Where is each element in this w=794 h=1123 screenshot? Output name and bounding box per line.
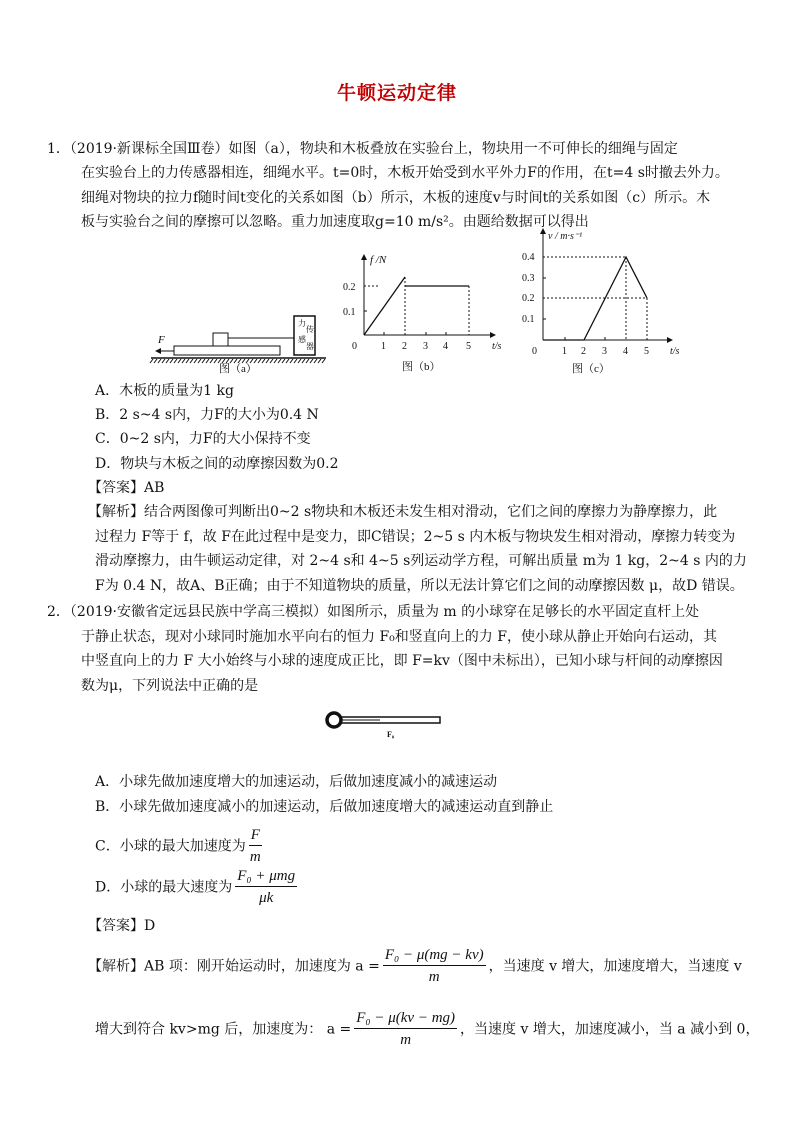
x-tick-label: 1 bbox=[562, 346, 567, 357]
ground-hatch bbox=[298, 359, 301, 363]
ground-hatch bbox=[158, 359, 161, 363]
q2-stem-line: 数为μ，下列说法中正确的是 bbox=[81, 678, 259, 694]
ground-hatch bbox=[266, 359, 269, 363]
x-tick-label: 1 bbox=[381, 341, 386, 352]
ground-hatch bbox=[318, 359, 321, 363]
figure-b-caption: 图（b） bbox=[402, 361, 441, 373]
x-tick-label: 3 bbox=[423, 341, 428, 352]
q2-option-c bbox=[95, 827, 265, 866]
ground-hatch bbox=[214, 359, 217, 363]
x-tick-label: 3 bbox=[602, 346, 607, 357]
ground-hatch bbox=[294, 359, 297, 363]
board bbox=[174, 346, 280, 355]
y-axis-label: v / m·s⁻¹ bbox=[548, 231, 583, 242]
q2-stem-line: 于静止状态，现对小球同时施加水平向右的恒力 F₀和竖直向上的力 F，使小球从静止开始向右运动，其 bbox=[81, 629, 717, 645]
ground-hatch bbox=[286, 359, 289, 363]
x-tick-label: 5 bbox=[466, 341, 471, 352]
ground-hatch bbox=[178, 359, 181, 363]
y-tick-label: 0.1 bbox=[343, 307, 356, 318]
ground-hatch bbox=[314, 359, 317, 363]
figure-c-caption: 图（c） bbox=[572, 363, 610, 375]
y-tick-label: 0.1 bbox=[522, 314, 535, 325]
q1-stem-line: 板与实验台之间的摩擦可以忽略。重力加速度取g=10 m/s²。由题给数据可以得出 bbox=[81, 214, 589, 230]
analysis-text: 增大到符合 kv>mg 后，加速度为： a = bbox=[95, 1021, 352, 1038]
option-d-text: D．小球的最大速度为 bbox=[95, 879, 233, 896]
q1-analysis-line: 过程力 F等于 f，故 F在此过程中是变力，即C错误；2~5 s 内木板与物块发生相对滑动，摩擦力转变为 bbox=[95, 529, 736, 545]
sensor-label: 传 bbox=[306, 325, 314, 334]
q2-option-b: B．小球先做加速度减小的加速运动，后做加速度增大的减速运动直到静止 bbox=[95, 799, 554, 815]
q1-stem-line: 1．（2019·新课标全国Ⅲ卷）如图（a），物块和木板叠放在实验台上，物块用一不可伸长的细绳与固定 bbox=[47, 141, 678, 157]
fraction-max-velocity bbox=[235, 868, 297, 907]
ground-hatch bbox=[194, 359, 197, 363]
ground-hatch bbox=[166, 359, 169, 363]
y-tick-label: 0.4 bbox=[522, 252, 535, 263]
q1-analysis-line: 【解析】结合两图像可判断出0~2 s物块和木板还未发生相对滑动，它们之间的摩擦力为静摩擦力，此 bbox=[88, 504, 718, 520]
block bbox=[213, 333, 228, 346]
analysis-text: ，当速度 v 增大，加速度减小，当 a 减小到 0， bbox=[460, 1021, 760, 1038]
x-tick-label: 0 bbox=[532, 346, 537, 357]
x-tick-label: 4 bbox=[623, 346, 628, 357]
q1-option-c: C．0~2 s内，力F的大小保持不变 bbox=[95, 431, 311, 447]
analysis-text: 【解析】AB 项：刚开始运动时，加速度为 a = bbox=[88, 958, 380, 975]
q2-stem-line: 中竖直向上的力 F 大小始终与小球的速度成正比，即 F=kv（图中未标出），已知小球与杆间的动摩擦因 bbox=[81, 653, 723, 669]
ground-hatch bbox=[270, 359, 273, 363]
series-line bbox=[364, 277, 405, 335]
x-tick-label: 2 bbox=[581, 346, 586, 357]
ground-hatch bbox=[290, 359, 293, 363]
q1-stem-line: 细绳对物块的拉力f随时间t变化的关系如图（b）所示，木板的速度v与时间t的关系如图（c）所示。木 bbox=[81, 190, 711, 206]
ground-hatch bbox=[202, 359, 205, 363]
ground-hatch bbox=[282, 359, 285, 363]
numerator: F₀ − μ(mg − kv) bbox=[383, 947, 486, 966]
ground-hatch bbox=[154, 359, 157, 363]
ground-hatch bbox=[322, 359, 325, 363]
numerator: F₀ + μmg bbox=[235, 868, 297, 887]
ground-hatch bbox=[170, 359, 173, 363]
ground-hatch bbox=[278, 359, 281, 363]
ground-hatch bbox=[210, 359, 213, 363]
ground-hatch bbox=[262, 359, 265, 363]
ball-on-rod-figure bbox=[320, 708, 450, 742]
ground-hatch bbox=[198, 359, 201, 363]
ground-hatch bbox=[150, 359, 153, 363]
q1-option-a: A．木板的质量为1 kg bbox=[95, 383, 234, 399]
acceleration-fraction bbox=[354, 1010, 457, 1049]
q2-answer: 【答案】D bbox=[88, 918, 156, 934]
ground-hatch bbox=[190, 359, 193, 363]
y-tick-label: 0.2 bbox=[343, 282, 356, 293]
f0-label: F₀ bbox=[387, 730, 395, 739]
ground-hatch bbox=[182, 359, 185, 363]
acceleration-fraction bbox=[383, 947, 486, 986]
option-c-text: C．小球的最大加速度为 bbox=[95, 838, 246, 855]
q1-answer: 【答案】AB bbox=[88, 480, 165, 496]
analysis-text: ，当速度 v 增大，加速度增大，当速度 v bbox=[488, 958, 742, 975]
sensor-label: 感 bbox=[298, 335, 306, 344]
q2-analysis-line bbox=[95, 1010, 759, 1049]
q1-option-d: D．物块与木板之间的动摩擦因数为0.2 bbox=[95, 456, 339, 472]
sensor-label: 力 bbox=[298, 319, 306, 328]
q1-analysis-line: 滑动摩擦力，由牛顿运动定律，对 2~4 s和 4~5 s列运动学方程，可解出质量 m为 1 kg，2~4 s 内的力 bbox=[95, 553, 747, 569]
force-label: F bbox=[158, 334, 165, 346]
ground-hatch bbox=[174, 359, 177, 363]
x-axis-label: t/s bbox=[670, 346, 680, 357]
ground-hatch bbox=[206, 359, 209, 363]
denominator: μk bbox=[259, 890, 274, 906]
figure-a-apparatus bbox=[150, 316, 326, 375]
denominator: m bbox=[428, 969, 440, 985]
ground-hatch bbox=[306, 359, 309, 363]
x-axis-label: t/s bbox=[492, 341, 502, 352]
ground-hatch bbox=[258, 359, 261, 363]
ground-hatch bbox=[310, 359, 313, 363]
ground-hatch bbox=[274, 359, 277, 363]
q2-option-d bbox=[95, 868, 300, 907]
figure-c-chart bbox=[522, 229, 680, 375]
q2-stem-line: 2．（2019·安徽省定远县民族中学高三模拟）如图所示，质量为 m 的小球穿在足够长的水平固定直杆上处 bbox=[47, 604, 700, 620]
q1-stem-line: 在实验台上的力传感器相连，细绳水平。t=0时，木板开始受到水平外力F的作用，在t=4 s时撤去外力。 bbox=[81, 165, 729, 181]
numerator: F₀ − μ(kv − mg) bbox=[354, 1010, 457, 1029]
x-tick-label: 0 bbox=[352, 341, 357, 352]
q1-figures bbox=[140, 225, 700, 375]
denominator: m bbox=[400, 1032, 412, 1048]
y-tick-label: 0.2 bbox=[522, 293, 535, 304]
denominator: m bbox=[249, 849, 261, 865]
x-tick-label: 5 bbox=[644, 346, 649, 357]
ball bbox=[327, 713, 341, 727]
ground-hatch bbox=[302, 359, 305, 363]
y-axis-label: f /N bbox=[370, 254, 387, 266]
numerator: F bbox=[249, 827, 262, 846]
y-tick-label: 0.3 bbox=[522, 273, 535, 284]
figure-b-chart bbox=[343, 254, 502, 373]
q1-analysis-line: F为 0.4 N，故A、B正确；由于不知道物块的质量，所以无法计算它们之间的动摩擦因数 μ，故D 错误。 bbox=[95, 578, 744, 594]
q2-analysis-line bbox=[88, 947, 742, 986]
q1-option-b: B．2 s~4 s内，力F的大小为0.4 N bbox=[95, 407, 319, 423]
x-tick-label: 4 bbox=[443, 341, 448, 352]
fraction-f-over-m bbox=[249, 827, 262, 866]
figure-a-caption: 图（a） bbox=[219, 363, 257, 375]
sensor-label: 器 bbox=[306, 342, 314, 351]
ground-hatch bbox=[162, 359, 165, 363]
page-title: 牛顿运动定律 bbox=[336, 82, 457, 104]
q2-option-a: A．小球先做加速度增大的加速运动，后做加速度减小的减速运动 bbox=[95, 774, 498, 790]
ground-hatch bbox=[186, 359, 189, 363]
x-tick-label: 2 bbox=[402, 341, 407, 352]
